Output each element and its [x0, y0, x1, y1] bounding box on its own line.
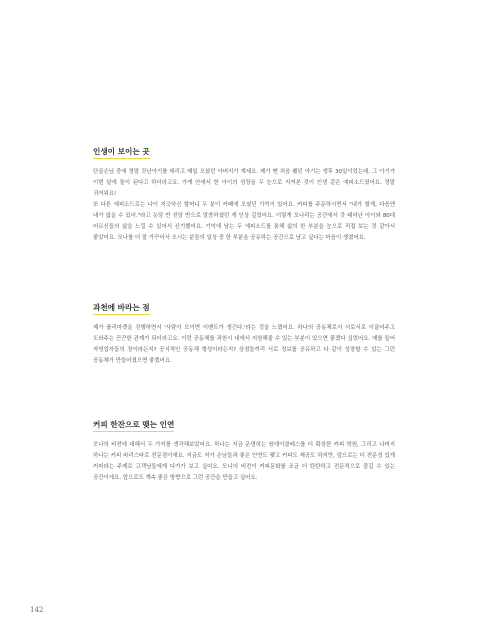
page-number: 142: [30, 606, 44, 614]
section-heading: 커피 한잔으로 맺는 인연: [93, 420, 174, 432]
section-heading: 과천에 바라는 점: [93, 303, 150, 315]
section-wish-for-gwacheon: [93, 295, 395, 367]
section-paragraph: 또 다른 에피소드로는 나이 지긋하신 할머니 두 분이 카페에 오셨던 기억이 있어요. 커피를 주문하시면서 "내가 할게, 다음엔 내가 없을 수 있어."라고 농담 반 진담 반으로 말씀하셨던 게 인상 깊었어요. 이렇게 모나리는 공간에서 갓 태어난 아이와 80대 어르신들의 삶을 느낄 수 있어서 신기했어요. 기억에 남는 두 에피소드를 통해 삶의 한 부분을 눈으로 직접 보는 것 같아서 좋았어요. 모나를 더 잘 가꾸어서 오시는 분들의 일상 중 한 부분을 공유하는 공간으로 남고 싶다는 마음이 생겼어요.: [93, 202, 395, 241]
section-coffee-bond: [93, 412, 395, 484]
section-paragraph: 단골손님 중에 정말 갓난아기를 데리고 매일 오셨던 아버지가 계세요. 제가 맨 처음 뵀던 아기는 생후 30일이었는데, 그 아기가 이번 달에 돌이 된다고 하더라고요. 가게 안에서 한 아이의 성장을 두 눈으로 지켜본 것이 인생 같은 에피소드였어요. 정말 귀여워요!: [93, 169, 395, 197]
section-paragraph: 제가 플리마켓을 진행하면서 '사람이 모이면 이벤트가 생긴다.'라는 것을 느꼈어요. 하나의 공동체로서 서로서로 이끌어주고 도와주는 끈끈한 관계가 되더라고요. 이런 공동체를 과천시 내에서 지원해줄 수 있는 부분이 있으면 좋겠다 싶었어요. 예를 들어 자영업자들의 장이라든지? 공식적인 공동체 형성이라든지? 상점들끼리 서로 정보를 공유하고 다 같이 성장할 수 있는 그런 공동체가 만들어졌으면 좋겠어요.: [93, 325, 395, 364]
section-paragraph: 모나의 비전에 대해서 두 가지를 생각해보았어요. 하나는 지금 운영하는 원데이클래스를 더 확장한 커피 학원, 그리고 나머지 하나는 커피 바리스타로 전문점이에요. 지금도 저가 손님들과 좋은 인연도 맺고 커피도 제공도 하지만, 앞으로는 더 전문성 있게 커피라는 주제로 고객님들에게 다가가 보고 싶어요. 모나의 비전이 커피문화를 조금 더 탄탄하고 전문적으로 즐길 수 있는 공간이에요. 앞으로도 계속 좋은 방향으로 그런 공간을 만들고 싶어요.: [93, 442, 395, 481]
section-life: [93, 139, 395, 244]
section-heading: 인생이 보이는 곳: [93, 147, 150, 159]
